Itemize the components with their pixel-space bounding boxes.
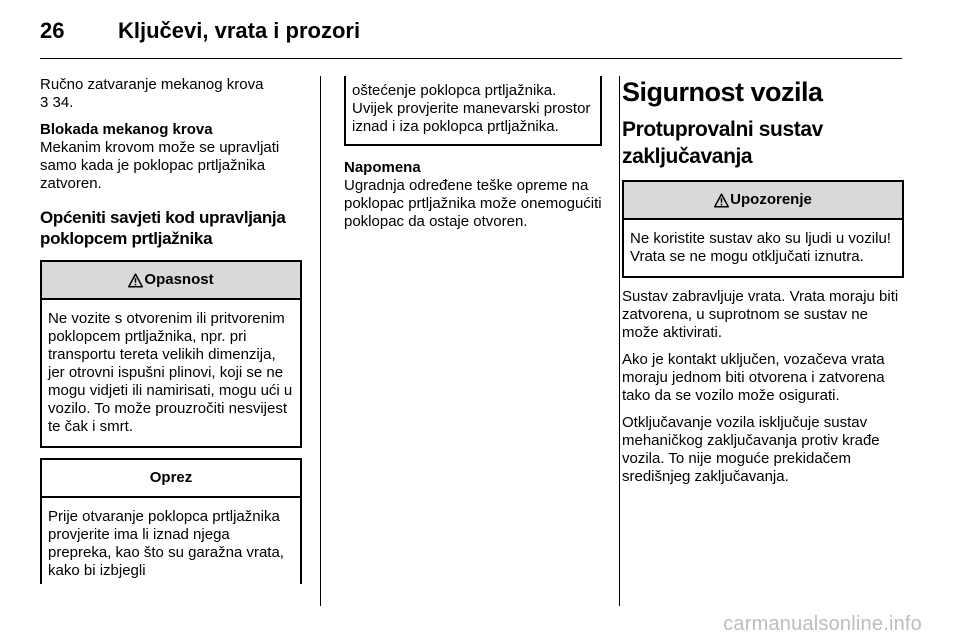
chapter-title: Ključevi, vrata i prozori [118,18,361,43]
lock-heading: Blokada mekanog krova [40,121,213,138]
lock-text: Mekanim krovom može se upravljati samo kada je poklopac prtljažnika zatvoren. [40,139,280,192]
intro-paragraph [40,76,302,112]
note-paragraph [344,159,602,231]
page-header [40,18,360,48]
danger-box-header [42,262,300,300]
caution-title: Oprez [149,469,193,486]
column-divider-1 [320,76,321,606]
sub-heading: Protuprovalni sustav zaključavanja [622,118,823,168]
warning-text: Ne koristite sustav ako su ljudi u vozilu! Vrata se ne mogu otključati iznutra. [630,230,891,265]
warning-box-header [624,182,902,220]
intro-line: Ručno zatvaranje mekanog krova [40,76,264,93]
security-paragraph-3: Otključavanje vozila isključuje sustav mehaničkog zaključavanja protiv krađe vozila. To nije moguće prekidačem središnjeg zaključavanja. [622,414,880,485]
column-3 [622,76,904,495]
caution-box [40,458,302,584]
lock-paragraph [40,121,302,193]
section-heading: Općeniti savjeti kod upravljanja poklopcem prtljažnika [40,208,286,248]
caution-text: Prije otvaranje poklopca prtljažnika provjerite ima li iznad njega prepreka, kao što su garažna vrata, kako bi izbjegli [48,508,284,579]
column-2 [344,76,602,240]
page-reference-link[interactable]: 3 34. [40,94,74,111]
security-paragraph-2: Ako je kontakt uključen, vozačeva vrata moraju jednom biti otvorena i zatvorena tako da se vozilo može osigurati. [622,351,885,404]
column-divider-2 [619,76,620,606]
caution-box-continued: oštećenje poklopca prtljažnika. Uvijek provjerite manevarski prostor iznad i iza poklopca prtljažnika. [344,76,602,146]
danger-text: Ne vozite s otvorenim ili pritvorenim poklopcem prtljažnika, npr. pri transportu tereta velikih dimenzija, jer otrovni ispušni plinovi, koji se ne mogu vidjeti ili namirisati, mogu ući u vozilo. To može prouzročiti nesvijest te čak i smrt. [48,310,293,435]
main-heading: Sigurnost vozila [622,77,823,107]
warning-triangle-icon [128,273,143,288]
page-number: 26 [40,18,65,43]
danger-title: Opasnost [144,271,214,288]
caution-box-header [42,460,300,498]
warning-title: Upozorenje [730,191,812,208]
note-text: Ugradnja određene teške opreme na poklopac prtljažnika može onemogućiti poklopac da ostaje otvoren. [344,177,602,230]
watermark-text: carmanualsonline.info [723,613,922,635]
danger-box [40,260,302,448]
header-divider [40,58,902,59]
warning-box [622,180,904,278]
security-paragraph-1: Sustav zabravljuje vrata. Vrata moraju biti zatvorena, u suprotnom se sustav ne može aktivirati. [622,288,899,341]
warning-triangle-icon [714,193,729,208]
note-heading: Napomena [344,159,421,176]
column-1 [40,76,302,584]
